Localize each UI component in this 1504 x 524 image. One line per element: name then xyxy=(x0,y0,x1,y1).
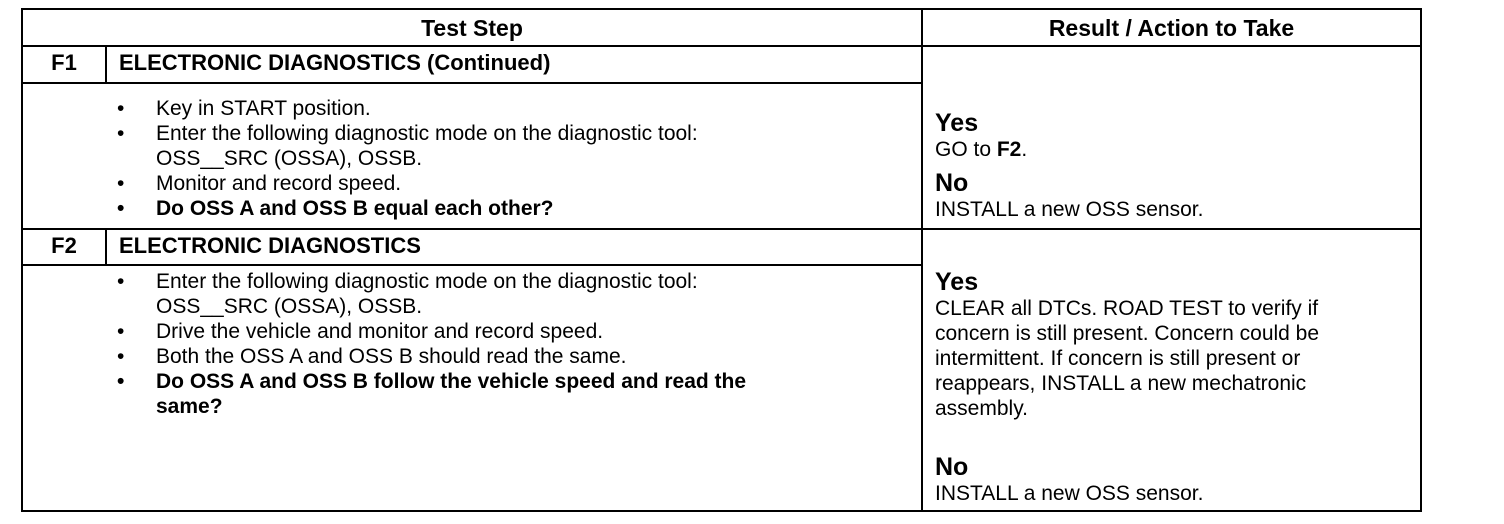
f2-bullet-list xyxy=(111,269,746,419)
list-item: • Enter the following diagnostic mode on the diagnostic tool: OSS__SRC (OSSA), OSSB. xyxy=(111,269,746,319)
f1-id-divider xyxy=(105,47,107,83)
yes-action: GO to F2. xyxy=(935,138,1028,161)
f2-row-divider xyxy=(23,228,1420,230)
yes-action-line: CLEAR all DTCs. ROAD TEST to verify if xyxy=(935,297,1319,320)
yes-action-line: reappears, INSTALL a new mechatronic xyxy=(935,372,1307,395)
list-item: • Both the OSS A and OSS B should read the same. xyxy=(111,344,746,369)
f2-id-divider xyxy=(105,230,107,265)
step-id-f1: F1 xyxy=(51,50,77,75)
diagnostic-table xyxy=(21,8,1422,512)
step-title-f2: ELECTRONIC DIAGNOSTICS xyxy=(119,233,421,258)
yes-label: Yes xyxy=(935,268,979,296)
yes-action-line: intermittent. If concern is still present or xyxy=(935,347,1301,370)
f1-bullet-list xyxy=(111,96,698,221)
list-item: • Do OSS A and OSS B equal each other? xyxy=(111,196,698,221)
column-divider xyxy=(921,10,923,510)
f2-title-divider xyxy=(23,264,921,266)
yes-action-line: assembly. xyxy=(935,397,1028,420)
f1-result xyxy=(935,109,1203,222)
no-action: INSTALL a new OSS sensor. xyxy=(935,198,1204,221)
no-action: INSTALL a new OSS sensor. xyxy=(935,482,1204,505)
header-test-step: Test Step xyxy=(421,15,523,41)
step-title-f1: ELECTRONIC DIAGNOSTICS (Continued) xyxy=(119,50,551,75)
list-item: • Drive the vehicle and monitor and record speed. xyxy=(111,319,746,344)
yes-label: Yes xyxy=(935,109,979,137)
list-item: • Key in START position. xyxy=(111,96,698,121)
link-f2: F2 xyxy=(996,138,1022,161)
f2-result xyxy=(935,268,1319,506)
list-item: • Monitor and record speed. xyxy=(111,171,698,196)
header-result-action: Result / Action to Take xyxy=(1048,15,1295,41)
no-label: No xyxy=(935,169,969,197)
no-label: No xyxy=(935,453,969,481)
list-item: • Do OSS A and OSS B follow the vehicle speed and read the same? xyxy=(111,369,746,419)
list-item: • Enter the following diagnostic mode on the diagnostic tool: OSS__SRC (OSSA), OSSB. xyxy=(111,121,698,171)
yes-action-line: concern is still present. Concern could be xyxy=(935,322,1320,345)
step-id-f2: F2 xyxy=(51,233,77,258)
f1-title-divider xyxy=(23,82,921,84)
